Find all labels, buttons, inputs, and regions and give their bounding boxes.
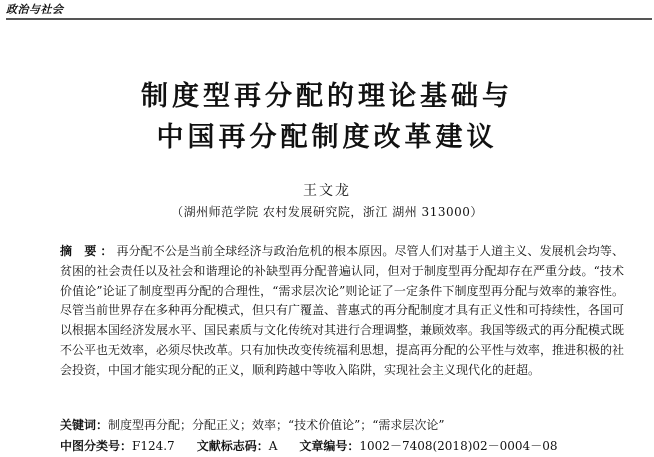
header-rule [6, 18, 652, 20]
author-affiliation: （湖州师范学院 农村发展研究院，浙江 湖州 313000） [171, 205, 483, 219]
doc-code-value: A [268, 439, 278, 453]
section-label: 政治与社会 [6, 3, 64, 16]
keywords [60, 416, 624, 433]
title-line-2: 中国再分配制度改革建议 [156, 122, 498, 153]
article-meta [60, 437, 640, 454]
article-number-value: 1002－7408(2018)02－0004－08 [359, 439, 558, 453]
author-name: 王文龙 [303, 183, 351, 199]
page-header [6, 0, 652, 22]
title-line-1: 制度型再分配的理论基础与 [141, 81, 513, 112]
abstract [60, 242, 624, 381]
doc-code-label: 文献标志码： [196, 439, 269, 453]
abstract-text: 再分配不公是当前全球经济与政治危机的根本原因。尽管人们对基于人道主义、发展机会均等、贫困的社会责任以及社会和谐理论的补缺型再分配普遍认同，但对于制度型再分配却存在严重分歧。“技术价值论”论证了制度型再分配的合理性，“需求层次论”则论证了一定条件下制度型再分配与效率的兼容性。尽管当前世界存在多种再分配模式，但只有广覆盖、普惠式的再分配制度才具有正义性和可持续性，各国可以根据本国经济发展水平、国民素质与文化传统对其进行合理调整，兼顾效率。我国等级式的再分配模式既不公平也无效率，必须尽快改革。只有加快改变传统福利思想，提高再分配的公平性与效率，推进积极的社会投资，中国才能实现分配的正义，顺利跨越中等收入陷阱，实现社会主义现代化的赶超。 [60, 244, 625, 377]
article-number-label: 文章编号： [299, 439, 360, 453]
clc-label: 中图分类号： [60, 439, 133, 453]
abstract-label: 摘 要： [60, 244, 117, 258]
keywords-label: 关键词： [60, 418, 109, 432]
keywords-text: 制度型再分配；分配正义；效率；“技术价值论”；“需求层次论” [108, 418, 445, 432]
clc-value: F124.7 [132, 439, 175, 453]
